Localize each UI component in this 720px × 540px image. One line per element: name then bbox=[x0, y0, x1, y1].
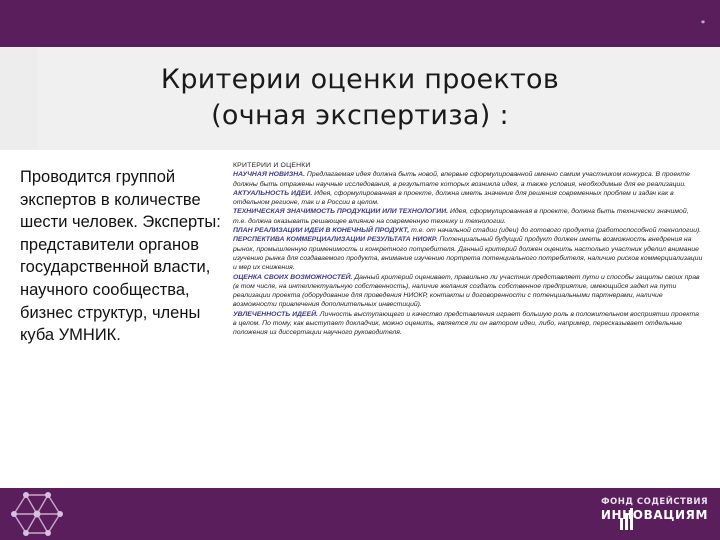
criterion-item bbox=[233, 170, 703, 189]
criterion-text: Идея, сформулированная в проекте, должна иметь значение для решения современных проблем и задач как в отдельном регионе, так и в России в целом. bbox=[233, 189, 674, 207]
slide-title: Критерии оценки проектов (очная экспертиза) : bbox=[160, 64, 560, 131]
header-accent bbox=[0, 47, 38, 150]
criterion-name: НАУЧНАЯ НОВИЗНА. bbox=[233, 171, 306, 179]
top-band bbox=[0, 0, 720, 47]
criterion-item bbox=[233, 235, 703, 272]
criterion-name: ПЛАН РЕАЛИЗАЦИИ ИДЕИ В КОНЕЧНЫЙ ПРОДУКТ, bbox=[233, 227, 410, 235]
fund-logo bbox=[600, 493, 714, 535]
criterion-item bbox=[233, 189, 703, 208]
slide-mark: * bbox=[701, 19, 705, 28]
criterion-text: Идея, сформулированная в проекте, должна быть технически значимой, т.е. должна оказывать решающее влияние на современную технику и технологии. bbox=[233, 208, 689, 225]
criteria-heading: КРИТЕРИИ И ОЦЕНКИ bbox=[233, 162, 311, 169]
criterion-item bbox=[233, 226, 703, 235]
logo-line1: ФОНД СОДЕЙСТВИЯ bbox=[601, 497, 708, 507]
criterion-name: ОЦЕНКА СВОИХ ВОЗМОЖНОСТЕЙ. bbox=[233, 273, 353, 281]
criterion-text: т.е. от начальной стадии (идеи) до готового продукта (работоспособной технологии). bbox=[409, 227, 702, 235]
criterion-item bbox=[233, 273, 703, 310]
criterion-name: УВЛЕЧЕННОСТЬ ИДЕЕЙ. bbox=[233, 310, 318, 318]
criterion-text: Данный критерий оценивает, правильно ли участник представляет пути и способы защиты своих прав (в том числе, на интеллектуальную собственность), наличие желания создать собственное предприятие, имеющийся задел на пути реализации проекта (оборудование для проведения НИОКР, контакты и договоренности с потенциальными партнерами, наличие возможности привлечения дополнительных инвестиций). bbox=[233, 273, 700, 309]
criterion-text: Предлагаемая идея должна быть новой, впервые сформулированной именно самим участником конкурса. В проекте должны быть отражены научные исследования, в результате которых возникла идея, а также условия, необходимые для ее реализации. bbox=[233, 171, 690, 188]
criterion-text: Личность выступающего и качество представления играет большую роль в положительном восприятии проекта в целом. По тому, как выступает докладчик, можно оценить, является ли он автором идеи, либо, например, пересказывает отдельные положения из диссертации научного руководителя. bbox=[233, 310, 699, 337]
criterion-name: ПЕРСПЕКТИВА КОММЕРЦИАЛИЗАЦИИ РЕЗУЛЬТАТА НИОКР. bbox=[233, 236, 438, 244]
criterion-item bbox=[233, 207, 703, 226]
molecule-icon bbox=[10, 491, 64, 537]
left-description: Проводится группой экспертов в количестве шести человек. Эксперты: представители органов государственной власти, научного сообщества, бизнес структур, члены куба УМНИК. bbox=[20, 168, 221, 345]
criterion-name: АКТУАЛЬНОСТЬ ИДЕИ. bbox=[233, 189, 313, 197]
criterion-name: ТЕХНИЧЕСКАЯ ЗНАЧИМОСТЬ ПРОДУКЦИИ ИЛИ ТЕХНОЛОГИИ. bbox=[233, 208, 449, 216]
criterion-item bbox=[233, 310, 703, 338]
logo-line2: ИННОВАЦИЯМ bbox=[600, 508, 708, 522]
criteria-list bbox=[233, 161, 703, 338]
criterion-text: Потенциальный будущий продукт должен иметь возможность внедрения на рынок, промышленную применимость и конкретного потребителя. Данный критерий должен оценить настолько участник уделил внимание изучению рынка для создаваемого продукта, внимание изучению портрета потенциального потребителя, наличию рисков коммерциализации и мер их снижения. bbox=[233, 236, 703, 272]
